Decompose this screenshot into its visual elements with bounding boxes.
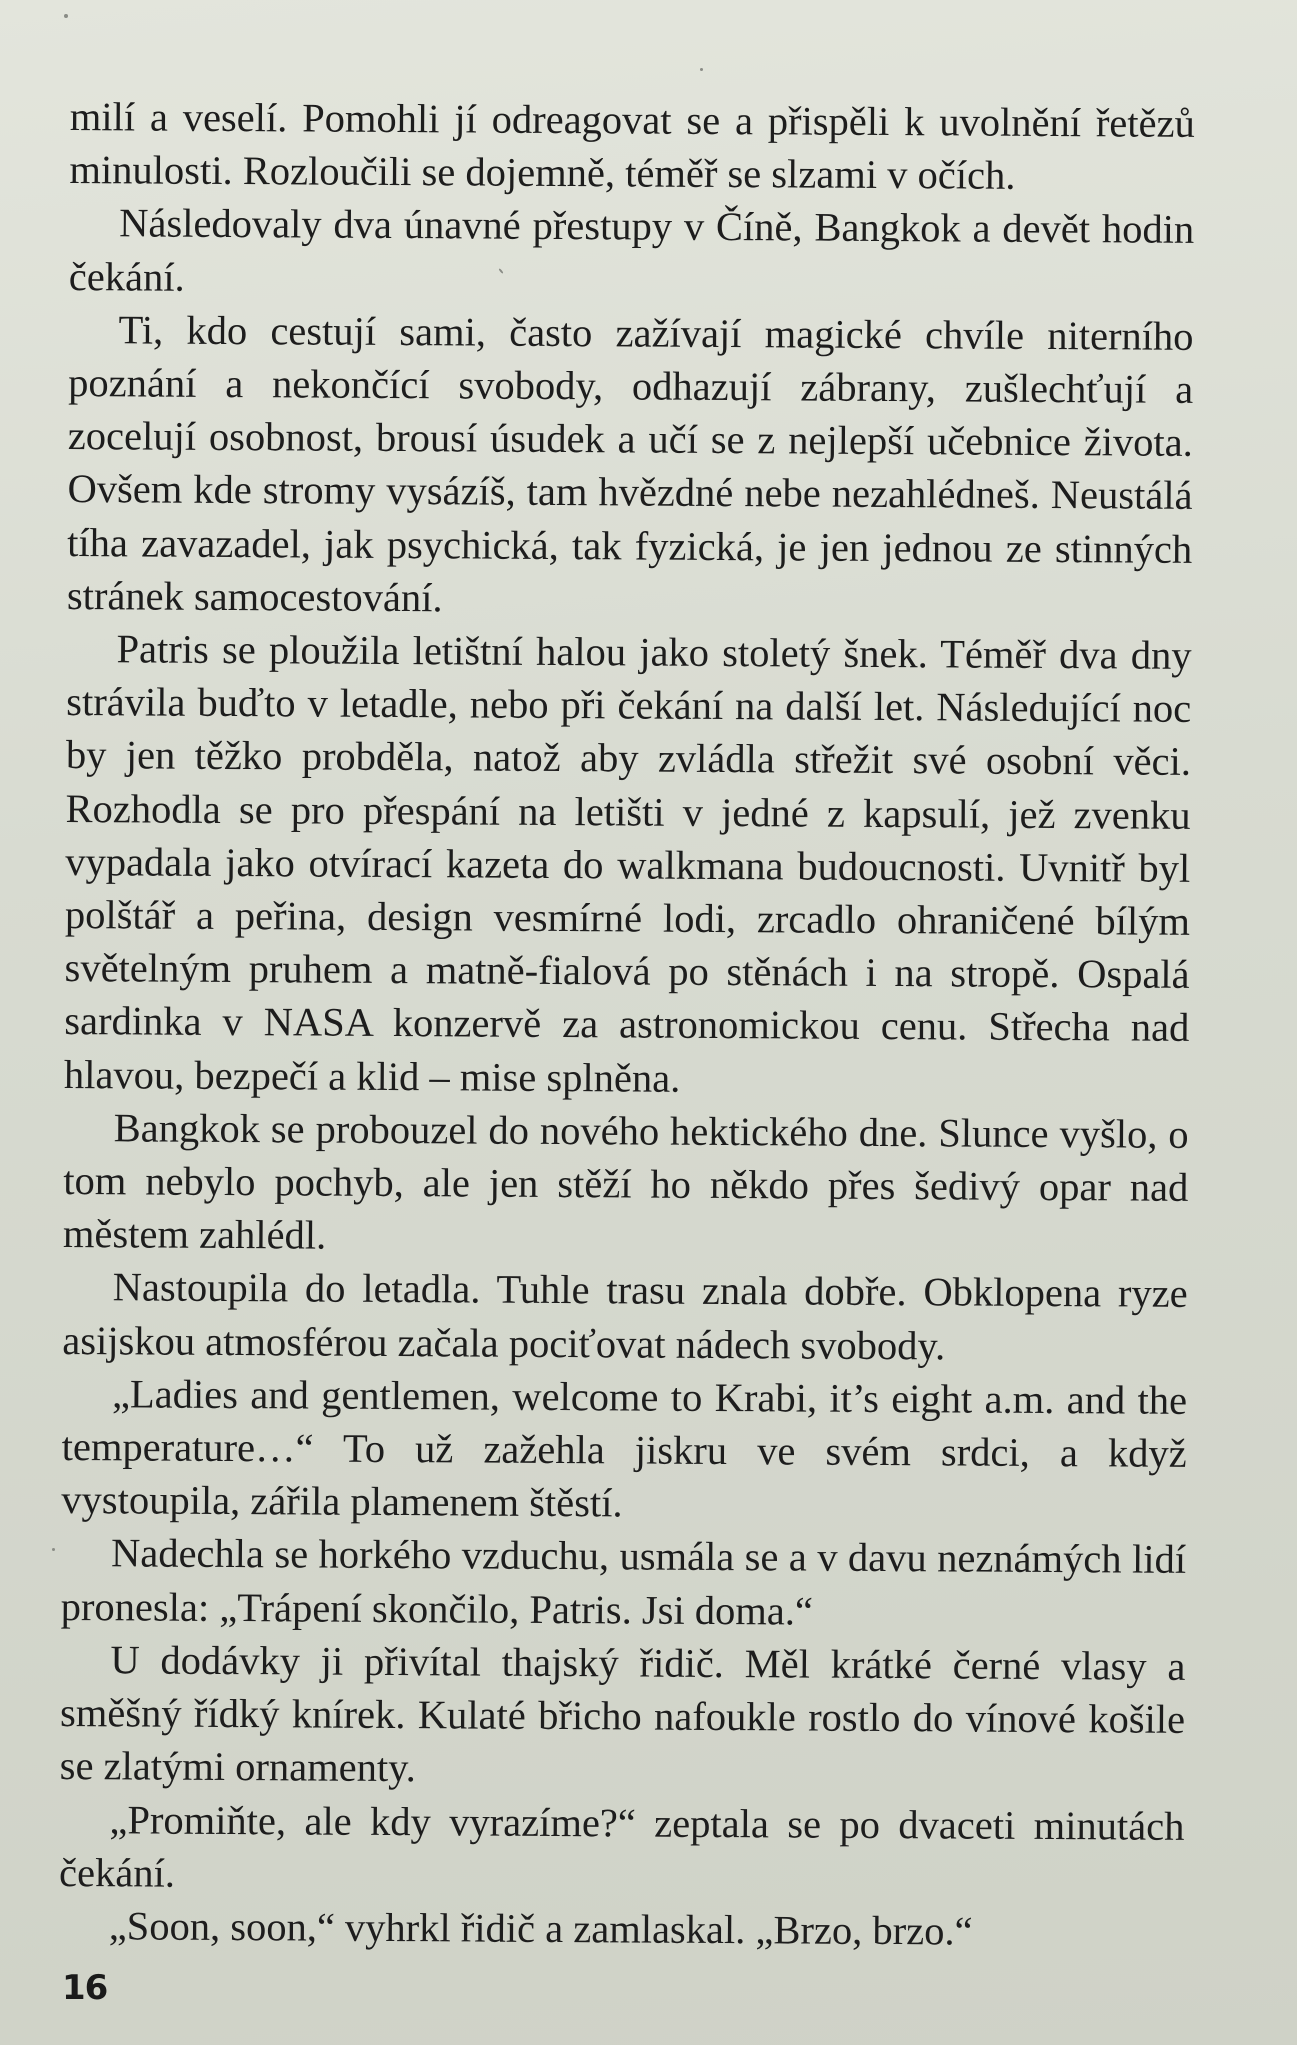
book-page-text: [59, 90, 1195, 1959]
paragraph-8: Nadechla se horkého vzduchu, usmála se a v davu neznámých lidí pronesla: „Trápení skončilo, Patris. Jsi doma.“: [60, 1530, 1187, 1634]
page-number: 16: [62, 1968, 108, 2008]
paper-speck: [700, 68, 703, 71]
paragraph-5: Bangkok se probouzel do nového hektického dne. Slunce vyšlo, o tom nebylo pochyb, ale jen stěží ho někdo přes šedivý opar nad městem zahlédl.: [62, 1105, 1189, 1258]
paragraph-4: Patris se ploužila letištní halou jako stoletý šnek. Téměř dva dny strávila buďto v letadle, nebo při čekání na další let. Následující noc by jen těžko probděla, natož aby zvládla střežit své osobní věci. Rozhodla se pro přespání na letišti v jedné z kapsulí, jež zvenku vypadala jako otvírací kazeta do walkmana budoucnosti. Uvnitř byl polštář a peřina, design vesmírné lodi, zrcadlo ohraničené bílým světelným pruhem a matně-fialová po stěnách i na stropě. Ospalá sardinka v NASA konzervě za astronomickou cenu. Střecha nad hlavou, bezpečí a klid – mise splněna.: [63, 626, 1192, 1101]
paragraph-1: milí a veselí. Pomohli jí odreagovat se a přispěli k uvolnění řetězů minulosti. Rozloučili se dojemně, téměř se slzami v očích.: [69, 93, 1195, 198]
paragraph-3: Ti, kdo cestují sami, často zažívají magické chvíle niterního poznání a nekončící svobody, odhazují zábrany, zušlechťují a zocelují osobnost, brousí úsudek a učí se z nejlepší učebnice života. Ovšem kde stromy vysázíš, tam hvězdné nebe nezahlédneš. Neustálá tíha zavazadel, jak psychická, tak fyzická, je jen jednou ze stinných stránek samocestování.: [66, 307, 1194, 621]
paragraph-10: „Promiňte, ale kdy vyrazíme?“ zeptala se po dvaceti minutách čekání.: [58, 1796, 1185, 1896]
paragraph-6: Nastoupila do letadla. Tuhle trasu znala dobře. Obklopena ryze asijskou atmosférou začala pociťovat nádech svobody.: [62, 1264, 1188, 1369]
paragraph-9: U dodávky ji přivítal thajský řidič. Měl krátké černé vlasy a směšný řídký knírek. Kulaté břicho nafoukle rostlo do vínové košile se zlatými ornamenty.: [59, 1637, 1186, 1791]
paragraph-11: „Soon, soon,“ vyhrkl řidič a zamlaskal. „Brzo, brzo.“: [108, 1903, 973, 1954]
paragraph-2: Následovaly dva únavné přestupy v Číně, Bangkok a devět hodin čekání.: [68, 200, 1195, 300]
paper-speck: [64, 14, 68, 18]
paragraph-7: „Ladies and gentlemen, welcome to Krabi, it’s eight a.m. and the temperature…“ To už zažehla jiskru ve svém srdci, a když vystoupila, zářila plamenem štěstí.: [61, 1371, 1188, 1526]
paper-speck: [52, 1548, 55, 1551]
